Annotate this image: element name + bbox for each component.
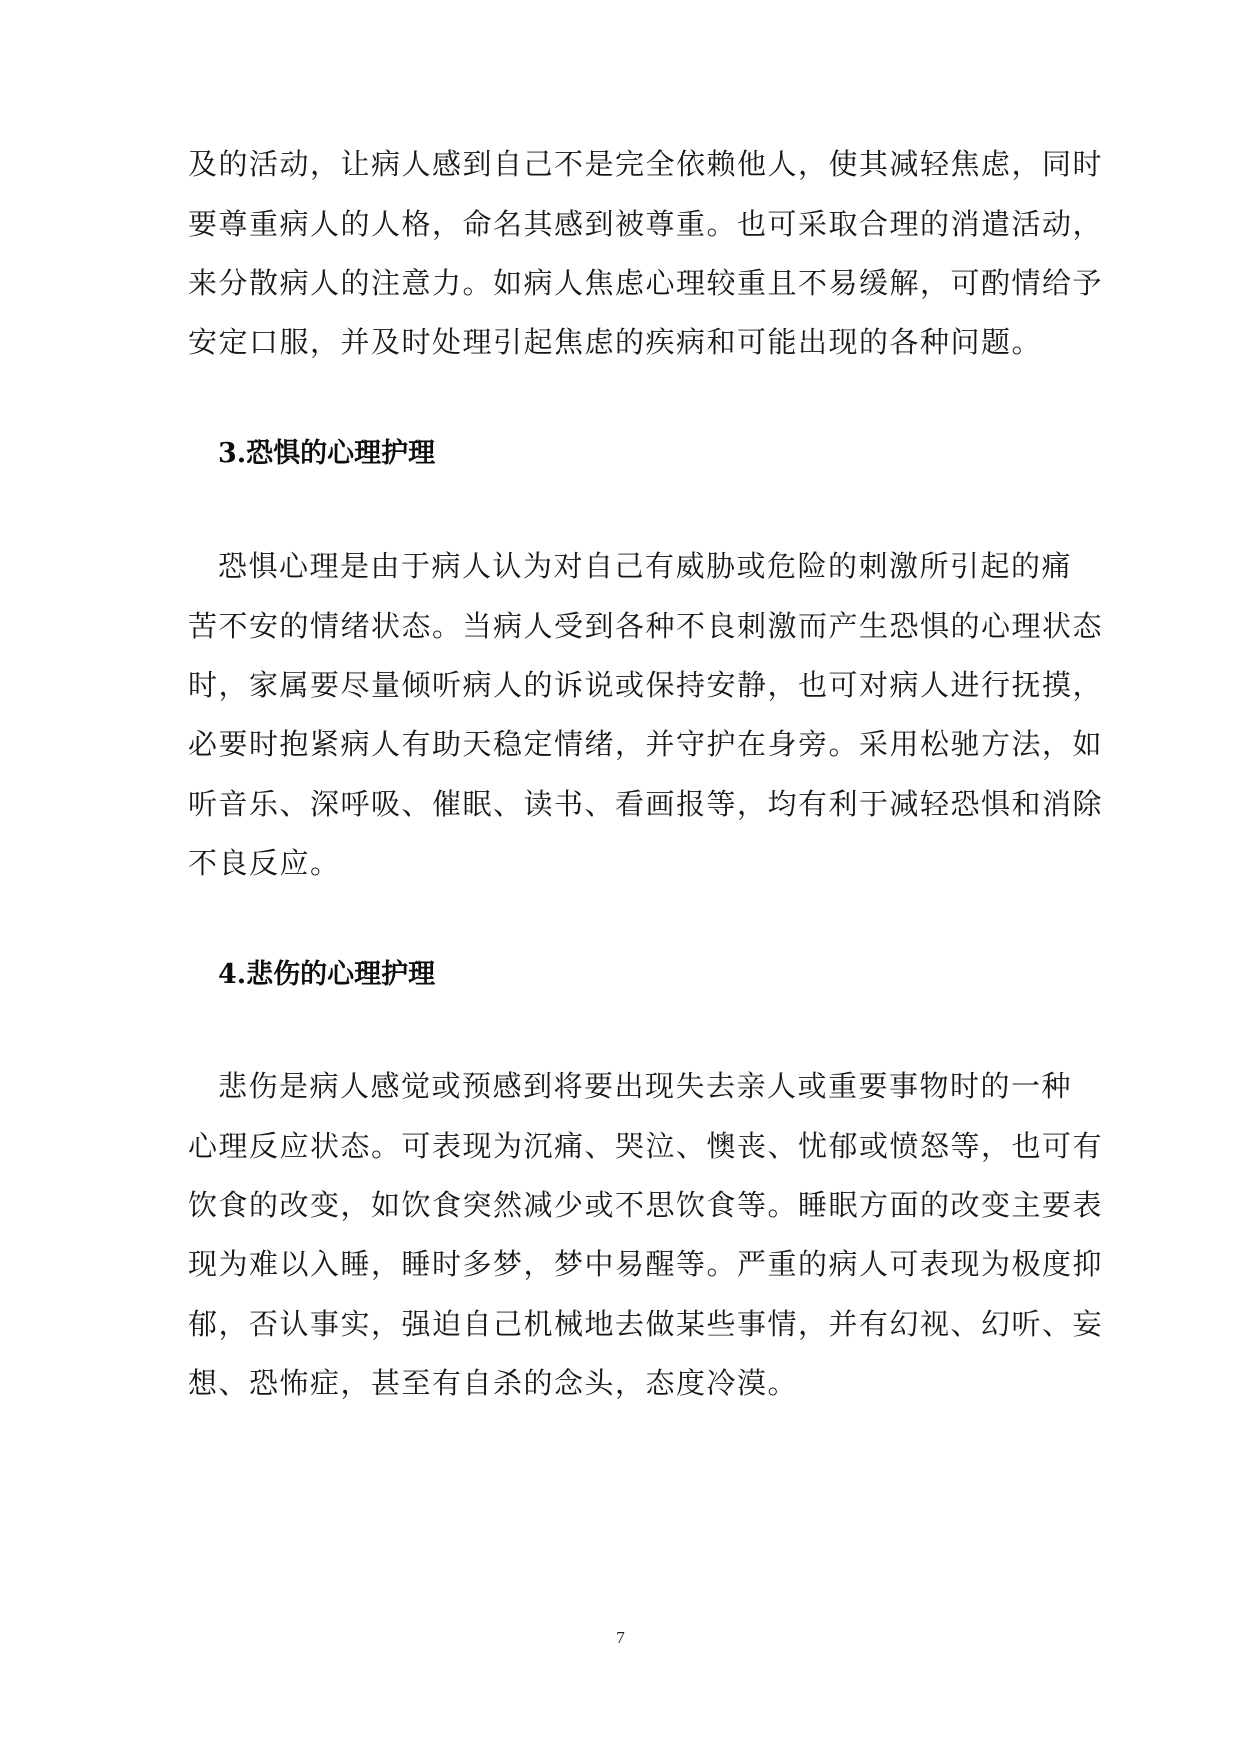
- section-3-line-3: 时，家属要尽量倾听病人的诉说或保持安静，也可对病人进行抚摸，: [188, 668, 1104, 702]
- section-4-line-1: 悲伤是病人感觉或预感到将要出现失去亲人或重要事物时的一种: [218, 1069, 1073, 1103]
- section-4-heading: 4.悲伤的心理护理: [218, 959, 436, 990]
- section-4-line-2: 心理反应状态。可表现为沉痛、哭泣、懊丧、忧郁或愤怒等，也可有: [188, 1129, 1104, 1163]
- page-number: 7: [616, 1628, 625, 1647]
- section-4-line-5: 郁，否认事实，强迫自己机械地去做某些事情，并有幻视、幻听、妄: [188, 1307, 1104, 1341]
- section-3-line-1: 恐惧心理是由于病人认为对自己有威胁或危险的刺激所引起的痛: [218, 549, 1073, 583]
- section-4-line-4: 现为难以入睡，睡时多梦，梦中易醒等。严重的病人可表现为极度抑: [188, 1247, 1104, 1281]
- section-3-line-4: 必要时抱紧病人有助天稳定情绪，并守护在身旁。采用松驰方法，如: [188, 727, 1104, 761]
- section-3-line-2: 苦不安的情绪状态。当病人受到各种不良刺激而产生恐惧的心理状态: [188, 609, 1104, 643]
- section-3-line-5: 听音乐、深呼吸、催眠、读书、看画报等，均有利于减轻恐惧和消除: [188, 787, 1104, 821]
- paragraph-1-line-4: 安定口服，并及时处理引起焦虑的疾病和可能出现的各种问题。: [188, 325, 1043, 359]
- section-4-line-3: 饮食的改变，如饮食突然减少或不思饮食等。睡眠方面的改变主要表: [188, 1188, 1104, 1222]
- section-4-line-6: 想、恐怖症，甚至有自杀的念头，态度冷漠。: [188, 1366, 799, 1400]
- paragraph-1-line-3: 来分散病人的注意力。如病人焦虑心理较重且不易缓解，可酌情给予: [188, 266, 1104, 300]
- section-3-line-6: 不良反应。: [188, 846, 341, 880]
- paragraph-1-line-2: 要尊重病人的人格，命名其感到被尊重。也可采取合理的消遣活动，: [188, 207, 1104, 241]
- section-3-heading: 3.恐惧的心理护理: [218, 438, 436, 469]
- paragraph-1-line-1: 及的活动，让病人感到自己不是完全依赖他人，使其减轻焦虑，同时: [188, 147, 1104, 181]
